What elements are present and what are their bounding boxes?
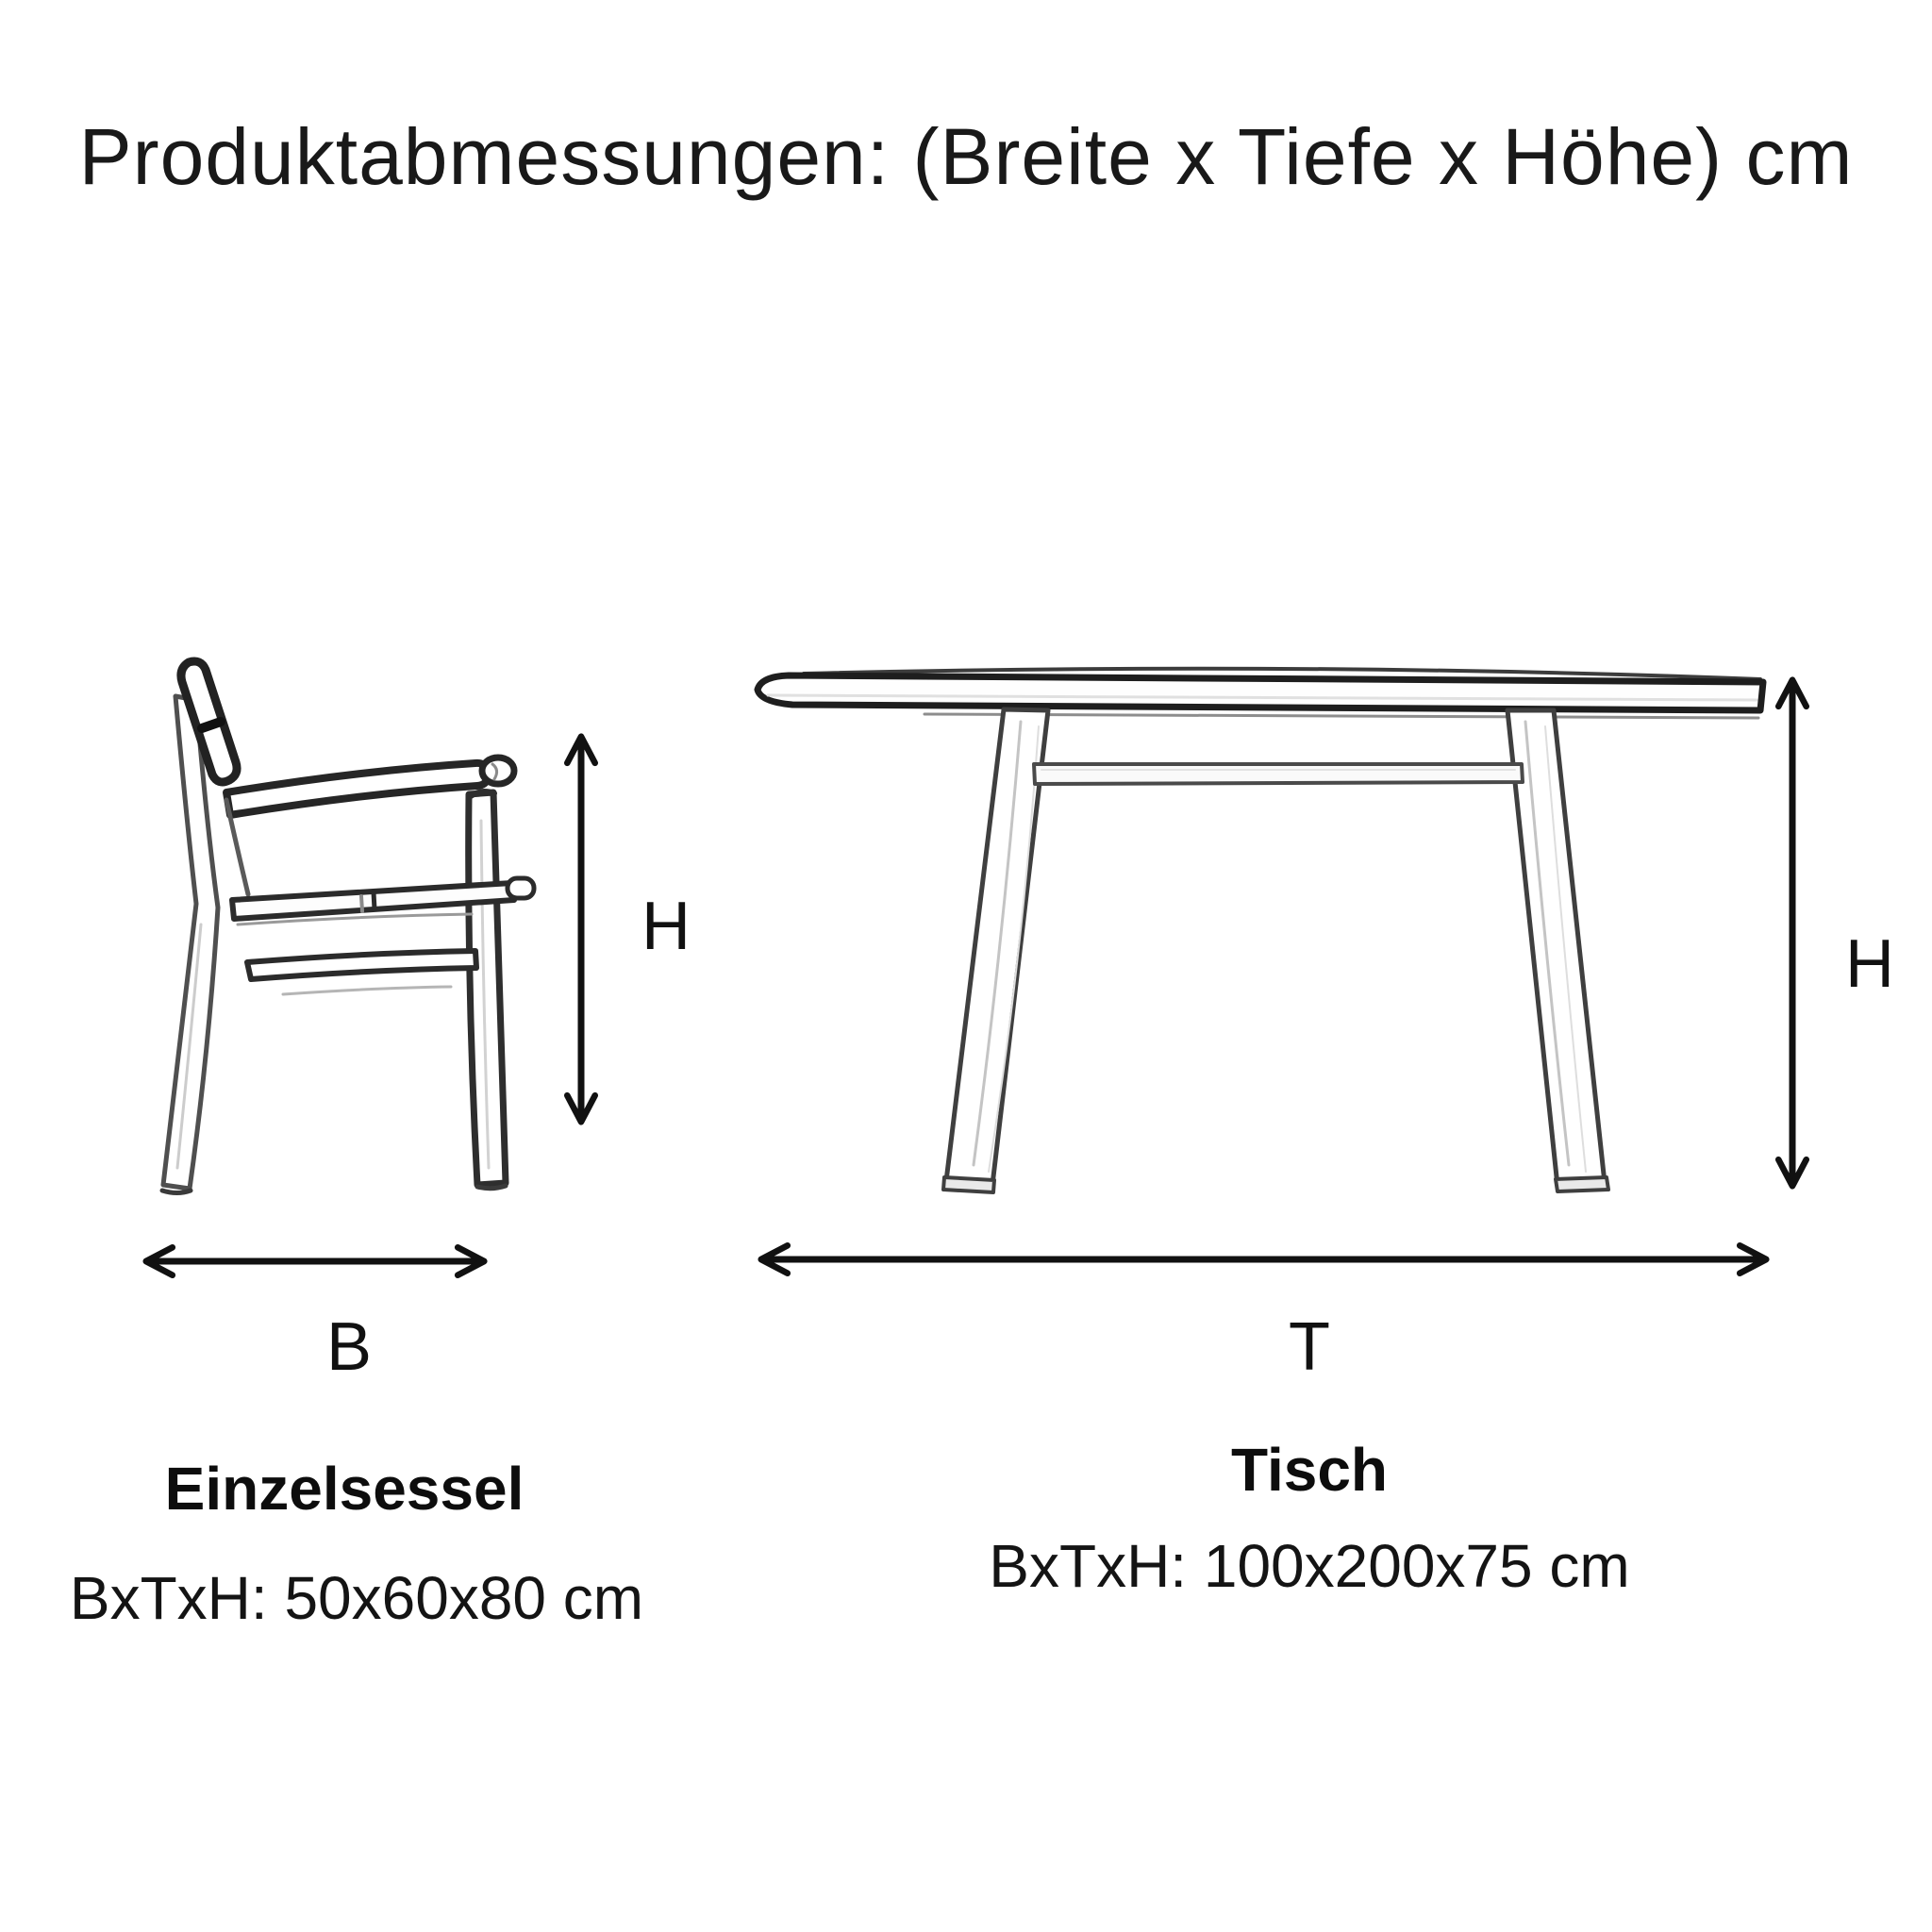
- table-depth-label: T: [1289, 1309, 1330, 1385]
- table-product-name: Tisch: [1231, 1436, 1388, 1504]
- table-top: [758, 675, 1763, 710]
- table-sketch: [758, 669, 1763, 1192]
- chair-width-label: B: [325, 1309, 373, 1385]
- chair-seat-tick: [374, 892, 375, 909]
- chair-sketch: [162, 661, 534, 1193]
- table-height-label: H: [1845, 926, 1894, 1002]
- chair-seat-step: [361, 896, 362, 911]
- chair-backrest-notch: [202, 722, 221, 728]
- chair-back-foot: [162, 1191, 191, 1193]
- chair-rail-sketchline: [283, 987, 451, 994]
- table-stretcher: [1034, 764, 1523, 784]
- table-right-foot: [1556, 1177, 1608, 1191]
- chair-front-foot: [477, 1186, 506, 1189]
- chair-product-dimensions: BxTxH: 50x60x80 cm: [69, 1564, 644, 1632]
- chair-seat-knob: [508, 878, 534, 898]
- chair-rail: [247, 951, 476, 979]
- table-left-foot: [943, 1177, 994, 1192]
- page-title: Produktabmessungen: (Breite x Tiefe x Höhe) cm: [78, 112, 1854, 201]
- chair-armrest: [226, 763, 488, 815]
- chair-product-name: Einzelsessel: [164, 1455, 525, 1523]
- table-product-dimensions: BxTxH: 100x200x75 cm: [989, 1532, 1630, 1600]
- chair-height-label: H: [641, 889, 691, 964]
